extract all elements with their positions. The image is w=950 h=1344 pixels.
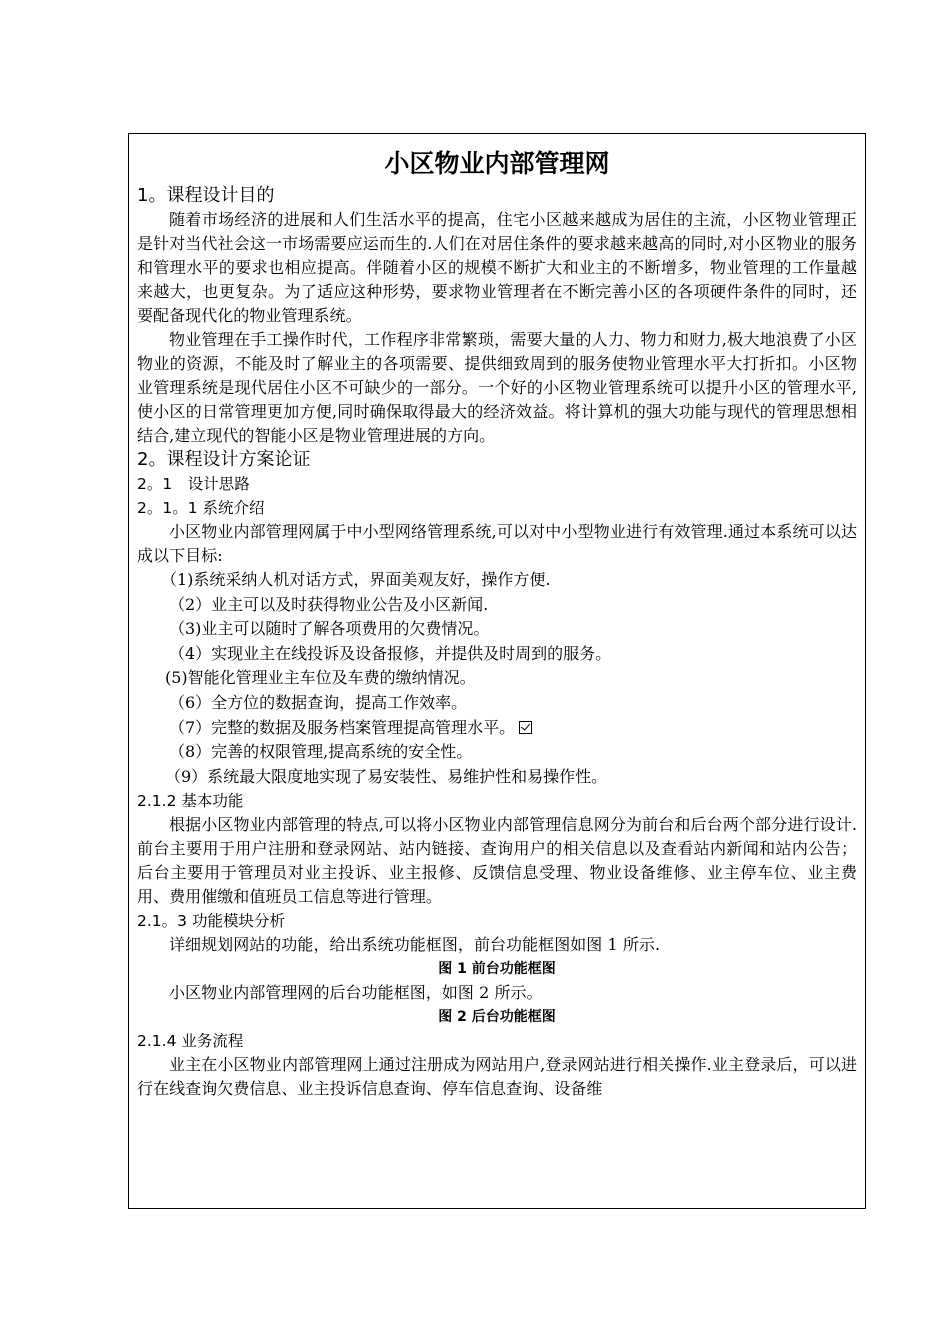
list-item: （4）实现业主在线投诉及设备报修，并提供及时周到的服务。	[169, 643, 612, 663]
paragraph-system-intro: 小区物业内部管理网属于中小型网络管理系统,可以对中小型物业进行有效管理.通过本系统可以达成以下目标:	[137, 522, 857, 565]
list-item: (5)智能化管理业主车位及车费的缴纳情况。	[165, 668, 476, 688]
page-title: 小区物业内部管理网	[384, 149, 610, 178]
list-item: （1)系统采纳人机对话方式，界面美观友好，操作方便.	[161, 570, 551, 589]
list-item: （6）全方位的数据查询，提高工作效率。	[169, 692, 468, 712]
paragraph-module-frontend: 详细规划网站的功能，给出系统功能框图，前台功能框图如图 1 所示.	[169, 935, 661, 955]
list-item: （3)业主可以随时了解各项费用的欠费情况。	[169, 619, 490, 639]
subheading-design-idea: 2。1 设计思路	[137, 475, 250, 493]
list-item: （8）完善的权限管理,提高系统的安全性。	[169, 742, 473, 762]
list-item: （9）系统最大限度地实现了易安装性、易维护性和易操作性。	[165, 766, 608, 786]
paragraph-business-flow: 业主在小区物业内部管理网上通过注册成为网站用户,登录网站进行相关操作.业主登录后，可以进行在线查询欠费信息、业主投诉信息查询、停车信息查询、设备维	[137, 1055, 857, 1099]
list-item: （2）业主可以及时获得物业公告及小区新闻.	[169, 594, 489, 614]
figure-caption-2: 图 2 后台功能框图	[438, 1009, 556, 1026]
checkbox-checked-icon	[519, 721, 532, 734]
paragraph-purpose-2: 物业管理在手工操作时代，工作程序非常繁琐，需要大量的人力、物力和财力,极大地浪费了小区物业的资源，不能及时了解业主的各项需要、提供细致周到的服务使物业管理水平大打折扣。小区物业管理系统是现代居住小区不可缺少的一部分。一个好的小区物业管理系统可以提升小区的管理水平,使小区的日常管理更加方便,同时确保取得最大的经济效益。将计算机的强大功能与现代的管理思想相结合,建立现代的智能小区是物业管理进展的方向。	[137, 330, 857, 445]
subheading-business-flow: 2.1.4 业务流程	[137, 1032, 244, 1051]
section-heading-purpose: 1。课程设计目的	[137, 185, 275, 206]
subheading-module-analysis: 2.1。3 功能模块分析	[137, 912, 285, 931]
document-body	[137, 146, 857, 1101]
paragraph-module-backend: 小区物业内部管理网的后台功能框图，如图 2 所示。	[169, 983, 543, 1003]
list-item-with-checkbox	[137, 716, 857, 741]
section-heading-design: 2。课程设计方案论证	[137, 449, 311, 470]
paragraph-purpose-1: 随着市场经济的进展和人们生活水平的提高，住宅小区越来越成为居住的主流，小区物业管理正是针对当代社会这一市场需要应运而生的.人们在对居住条件的要求越来越高的同时,对小区物业的服务和管理水平的要求也相应提高。伴随着小区的规模不断扩大和业主的不断增多，物业管理的工作量越来越大，也更复杂。为了适应这种形势，要求物业管理者在不断完善小区的各项硬件条件的同时，还要配备现代化的物业管理系统。	[137, 210, 857, 325]
figure-caption-1: 图 1 前台功能框图	[438, 961, 556, 978]
list-item-text: （7）完整的数据及服务档案管理提高管理水平。	[169, 717, 516, 737]
subheading-system-intro: 2。1。1 系统介绍	[137, 499, 265, 517]
document-frame	[128, 133, 866, 1209]
paragraph-basic-functions: 根据小区物业内部管理的特点,可以将小区物业内部管理信息网分为前台和后台两个部分进行设计.前台主要用于用户注册和登录网站、站内链接、查询用户的相关信息以及查看站内新闻和站内公告；后台主要用于管理员对业主投诉、业主报修、反馈信息受理、物业设备维修、业主停车位、业主费用、费用催缴和值班员工信息等进行管理。	[137, 815, 857, 907]
subheading-basic-functions: 2.1.2 基本功能	[137, 792, 244, 811]
